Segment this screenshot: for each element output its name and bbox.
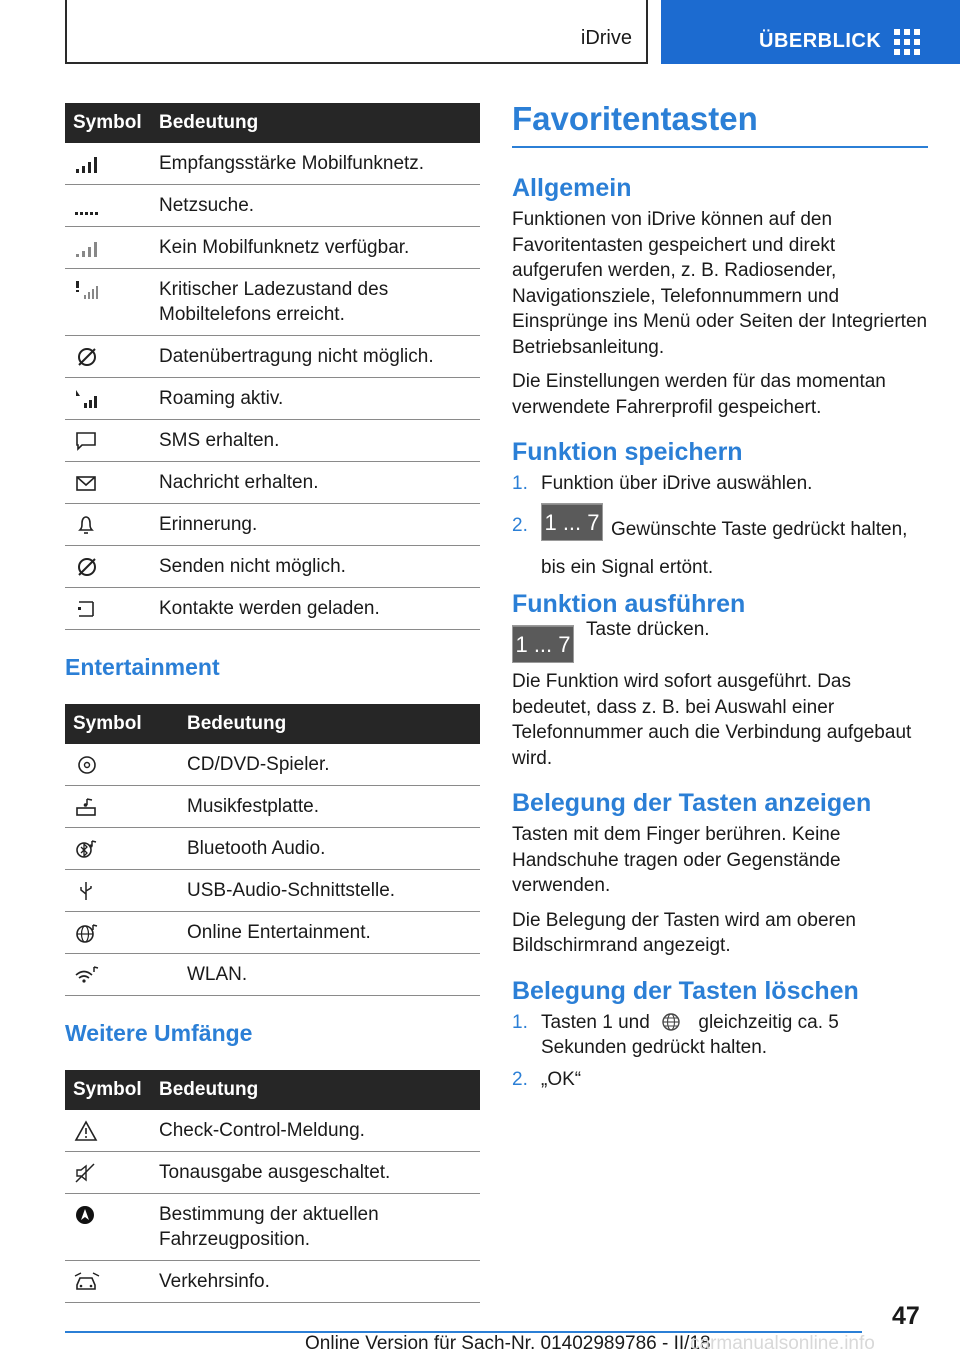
header-symbol: Symbol [65,1070,151,1110]
section-entertainment-title: Entertainment [65,654,220,680]
list-item [512,1067,928,1093]
row-text: Online Entertainment. [179,912,480,954]
table-row [65,378,480,420]
row-text: Tonausgabe ausgeschaltet. [151,1152,480,1194]
table-header-row [65,1070,480,1110]
connectivity-table [65,103,480,630]
grid-icon [894,29,920,55]
step-text: Gewünschte Taste gedrückt halten, bis ein Signal ertönt. [541,518,908,578]
row-text: SMS erhalten. [151,420,480,462]
table-row [65,786,480,828]
row-text: Netzsuche. [151,185,480,227]
table-row [65,185,480,227]
network-search-icon [73,195,101,217]
row-text: Senden nicht möglich. [151,546,480,588]
execute-paragraph: Die Funktion wird sofort ausgeführt. Das bedeutet, dass z. B. bei Auswahl einer Telefonnummer auch die Verbindung aufgebaut wird. [512,671,912,769]
bluetooth-audio-icon [73,838,101,860]
row-text: Empfangsstärke Mobilfunknetz. [151,143,480,185]
row-text: Nachricht erhalten. [151,462,480,504]
roaming-icon [73,388,101,410]
step-text: gleichzeitig ca. 5 Sekunden gedrückt halten. [541,1011,839,1058]
no-network-icon [73,237,101,259]
execute-text: Taste drücken. [586,619,710,640]
row-text: USB-Audio-Schnittstelle. [179,870,480,912]
signal-strength-icon [73,153,101,175]
right-column [512,100,928,1102]
execute-heading: Funktion ausführen [512,590,746,618]
table-row [65,870,480,912]
show-paragraph-2: Die Belegung der Tasten wird am oberen Bildschirmrand angezeigt. [512,909,856,956]
table-row [65,1110,480,1152]
row-text: Kein Mobilfunknetz verfügbar. [151,227,480,269]
table-row [65,912,480,954]
usb-icon [73,880,101,902]
traffic-info-icon [73,1271,101,1293]
bell-icon [73,514,101,536]
header-symbol: Symbol [65,704,179,744]
step-text: Tasten 1 und [541,1011,650,1033]
delete-heading: Belegung der Tasten löschen [512,976,859,1005]
step-number: 2. [512,514,528,536]
position-icon [73,1204,101,1226]
step-text: Funktion über iDrive auswählen. [541,473,813,494]
show-heading: Belegung der Tasten anzeigen [512,789,872,817]
step-number: 2. [512,1068,528,1090]
battery-critical-icon [73,279,101,301]
table-row [65,954,480,996]
save-steps [512,471,928,578]
overview-label: ÜBERBLICK [759,30,882,52]
online-entertainment-icon [73,922,101,944]
step-number: 1. [512,1011,528,1033]
general-paragraph-1: Funktionen von iDrive können auf den Favoritentasten gespeichert und direkt aufgerufen werden, z. B. Radiosender, Navigationsziele, Telefonnummern und Einsprünge ins Menü oder Seiten der Integrierten Betriebsanleitung. [512,209,928,358]
list-item [512,1010,928,1061]
list-item [512,503,928,578]
hdd-music-icon [73,796,101,818]
row-text: Verkehrsinfo. [151,1261,480,1303]
entertainment-table [65,704,480,996]
list-item [512,471,928,497]
cd-icon [73,754,101,776]
delete-steps [512,1010,928,1093]
no-data-icon [73,346,101,368]
table-row [65,462,480,504]
mail-icon [73,472,101,494]
header-meaning: Bedeutung [151,1070,480,1110]
row-text: Bluetooth Audio. [179,828,480,870]
more-table [65,1070,480,1303]
left-column [65,103,480,1303]
mute-icon [73,1162,101,1184]
table-header-row [65,704,480,744]
page-title: Favoritentasten [512,100,928,148]
table-row [65,744,480,786]
table-row [65,1194,480,1261]
table-header-row [65,103,480,143]
overview-tab[interactable] [661,0,960,64]
table-row [65,504,480,546]
wlan-icon [73,964,101,986]
general-paragraph-2: Die Einstellungen werden für das momentan verwendete Fahrerprofil gespeichert. [512,371,886,418]
table-row [65,1152,480,1194]
table-row [65,1261,480,1303]
header-section-box [65,0,648,64]
table-row [65,227,480,269]
header-symbol: Symbol [65,103,151,143]
watermark: carmanualsonline.info [690,1333,875,1354]
section-more-title: Weitere Umfänge [65,1020,253,1046]
row-text: Kritischer Ladezustand des Mobiltelefons erreicht. [151,269,480,336]
no-send-icon [73,556,101,578]
sms-icon [73,430,101,452]
warning-icon [73,1120,101,1142]
table-row [65,546,480,588]
save-heading: Funktion speichern [512,438,743,466]
header-meaning: Bedeutung [151,103,480,143]
header-meaning: Bedeutung [179,704,480,744]
contacts-icon [73,598,101,620]
table-row [65,828,480,870]
footer-online-version: Online Version für Sach-Nr. 01402989786 - II/18 [305,1333,711,1354]
show-paragraph-1: Tasten mit dem Finger berühren. Keine Handschuhe tragen oder Gegenstände verwenden. [512,824,841,896]
row-text: Kontakte werden geladen. [151,588,480,630]
row-text: Musikfestplatte. [179,786,480,828]
row-text: Bestimmung der aktuellen Fahrzeugposition. [151,1194,480,1261]
row-text: WLAN. [179,954,480,996]
row-text: Roaming aktiv. [151,378,480,420]
favorite-key-button[interactable]: 1 ... 7 [541,503,603,541]
row-text: Erinnerung. [151,504,480,546]
row-text: Datenübertragung nicht möglich. [151,336,480,378]
execute-row [512,619,928,667]
favorite-key-button[interactable]: 1 ... 7 [512,625,574,663]
table-row [65,420,480,462]
page-number: 47 [892,1302,920,1330]
globe-icon [657,1011,691,1033]
row-text: Check-Control-Meldung. [151,1110,480,1152]
general-heading: Allgemein [512,174,632,202]
section-title: iDrive [580,27,632,49]
table-row [65,143,480,185]
step-number: 1. [512,473,528,494]
table-row [65,336,480,378]
table-row [65,269,480,336]
row-text: CD/DVD-Spieler. [179,744,480,786]
table-row [65,588,480,630]
step-text: „OK“ [541,1068,582,1090]
